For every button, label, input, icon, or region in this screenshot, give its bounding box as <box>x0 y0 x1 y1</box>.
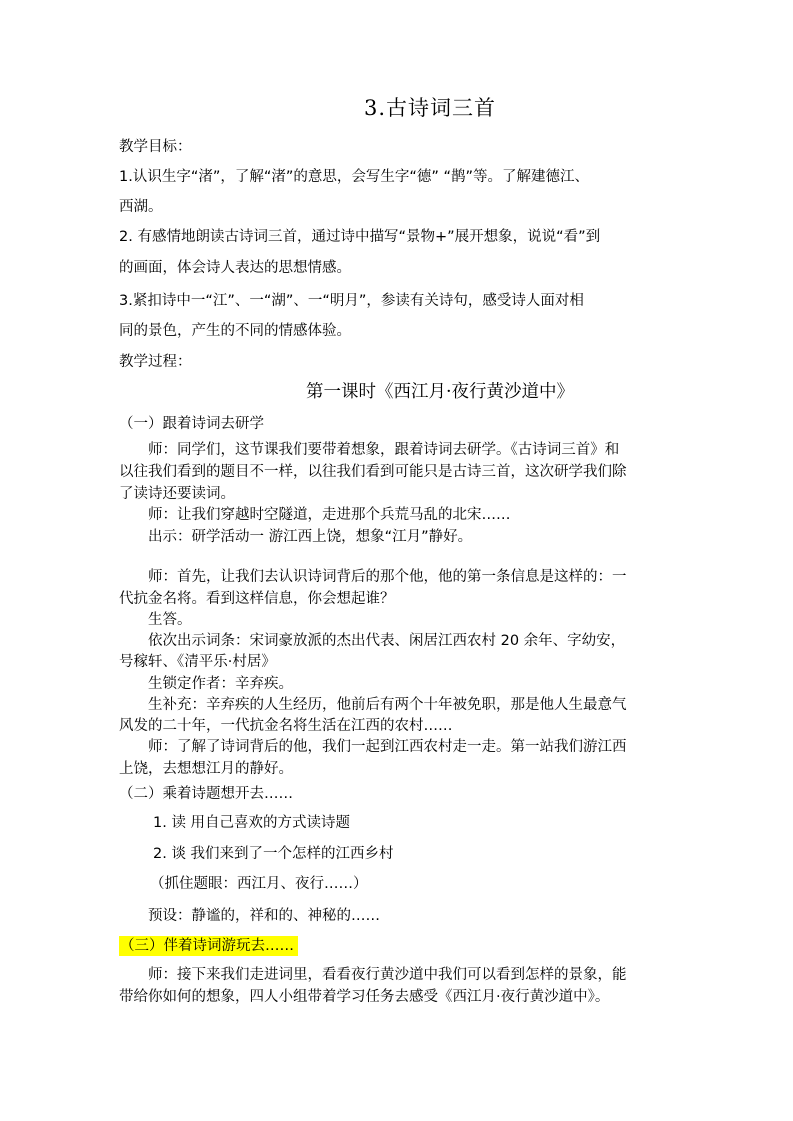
paragraph-line: 生答。 <box>148 612 192 628</box>
paragraph-line: 生补充：辛弃疾的人生经历，他前后有两个十年被免职，那是他人生最意气 <box>148 697 627 713</box>
paragraph-line: 依次出示词条：宋词豪放派的杰出代表、闲居江西农村 20 余年、字幼安， <box>148 633 626 649</box>
paragraph-line: 师：同学们，这节课我们要带着想象，跟着诗词去研学。《古诗词三首》和 <box>148 442 620 458</box>
paragraph-line: 出示：研学活动一 游江西上饶，想象“江月”静好。 <box>148 529 473 545</box>
process-heading: 教学过程： <box>119 354 192 370</box>
paragraph-line: 师：让我们穿越时空隧道，走进那个兵荒马乱的北宋…… <box>148 507 511 523</box>
preset-line: 预设：静谧的，祥和的、神秘的…… <box>148 908 380 924</box>
objective-line: 同的景色，产生的不同的情感体验。 <box>119 323 351 339</box>
paragraph-line: 上饶，去想想江月的静好。 <box>119 761 293 777</box>
objectives-heading: 教学目标： <box>119 139 192 155</box>
lesson-title: 第一课时《西江月·夜行黄沙道中》 <box>305 382 575 402</box>
section-heading: （一）跟着诗词去研学 <box>119 416 264 432</box>
paragraph-line: 带给你如何的想象，四人小组带着学习任务去感受《西江月·夜行黄沙道中》。 <box>119 989 610 1005</box>
paragraph-line: 师：接下来我们走进词里，看看夜行黄沙道中我们可以看到怎样的景象，能 <box>148 967 627 983</box>
document-title: 3.古诗词三首 <box>363 96 497 120</box>
paragraph-line: 代抗金名将。看到这样信息，你会想起谁？ <box>119 591 395 607</box>
paragraph-line: 师：了解了诗词背后的他，我们一起到江西农村走一走。第一站我们游江西 <box>148 739 627 755</box>
objective-line: 3.紧扣诗中一“江”、一“湖”、一“明月”，参读有关诗句，感受诗人面对相 <box>119 293 584 309</box>
list-item: 1. 读 用自己喜欢的方式读诗题 <box>153 815 351 831</box>
objective-line: 1.认识生字“渚”，了解“渚”的意思，会写生字“德” “鹊”等。了解建德江、 <box>119 169 590 185</box>
highlighted-text: （三）伴着诗词游玩去…… <box>119 936 298 956</box>
paragraph-line: 了读诗还要读词。 <box>119 486 235 502</box>
objective-line: 2. 有感情地朗读古诗词三首，通过诗中描写“景物+”展开想象，说说“看”到 <box>119 229 601 245</box>
section-heading-highlighted <box>119 934 298 955</box>
objective-line: 的画面，体会诗人表达的思想情感。 <box>119 260 351 276</box>
paragraph-line: 师：首先，让我们去认识诗词背后的那个他，他的第一条信息是这样的：一 <box>148 569 627 585</box>
paragraph-line: 生锁定作者：辛弃疾。 <box>148 676 293 692</box>
list-item: 2. 谈 我们来到了一个怎样的江西乡村 <box>153 846 394 862</box>
paragraph-line: 风发的二十年，一代抗金名将生活在江西的农村…… <box>119 718 453 734</box>
section-heading: （二）乘着诗题想开去…… <box>119 786 293 802</box>
note-line: （抓住题眼：西江月、夜行……） <box>150 876 368 892</box>
paragraph-line: 以往我们看到的题目不一样，以往我们看到可能只是古诗三首，这次研学我们除 <box>119 464 627 480</box>
objective-line: 西湖。 <box>119 199 163 215</box>
paragraph-line: 号稼轩、《清平乐·村居》 <box>119 654 276 670</box>
